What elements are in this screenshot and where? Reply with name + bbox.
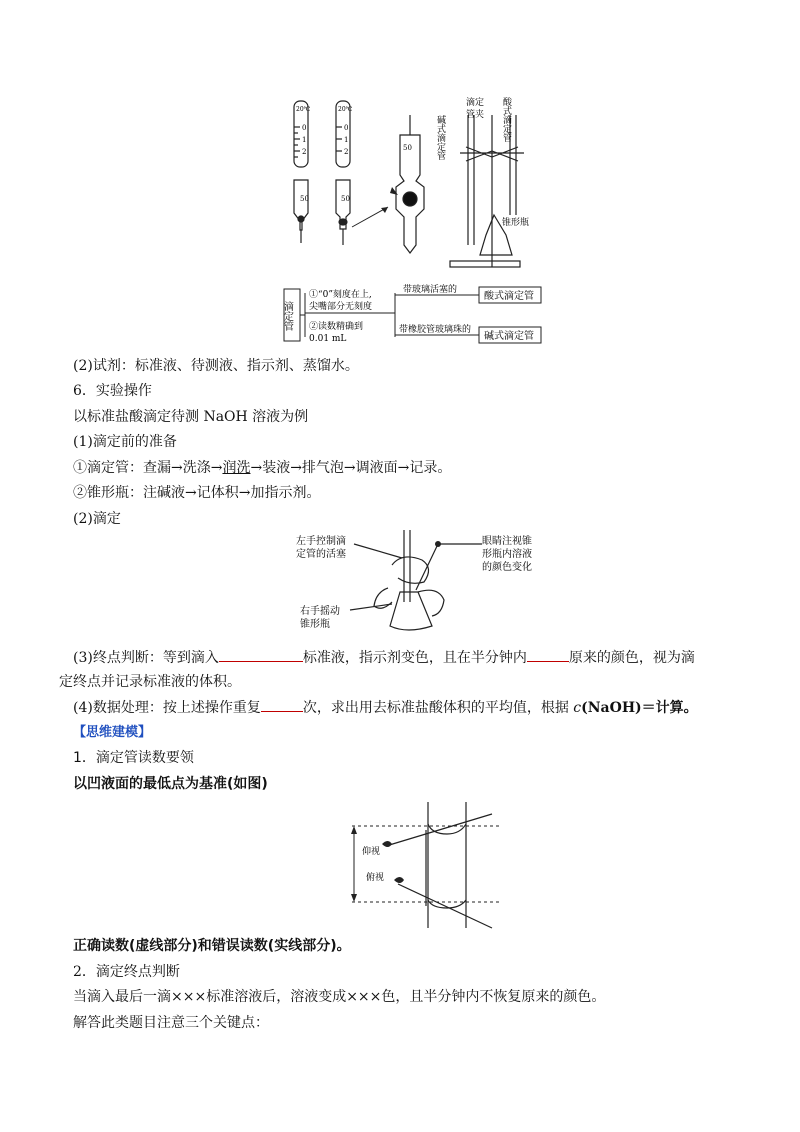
data-c-symbol: c [573, 700, 582, 716]
example-line: 以标准盐酸滴定待测 NaOH 溶液为例 [73, 409, 309, 425]
endpoint-blank-2 [527, 647, 569, 662]
endpoint-c: 原来的颜色，视为滴 [568, 650, 695, 666]
burette-bottom-view-1 [294, 180, 308, 243]
endpoint-a: (3)终点判断：等到滴入 [73, 650, 219, 666]
reading-conclusion: 正确读数(虚线部分)和错误读数(实线部分)。 [73, 938, 351, 954]
titration-left-top-1: 左手控制滴 [296, 536, 346, 547]
data-blank [261, 697, 303, 712]
burette-bottom-view-2 [336, 180, 350, 245]
burette-tick-0-b: 0 [344, 124, 349, 132]
burette-stand [450, 115, 524, 267]
reading-yangshi: 仰视 [362, 847, 381, 857]
chart-result1: 酸式滴定管 [484, 291, 534, 302]
burette-tick-0: 0 [302, 124, 307, 132]
titration-right-3: 的颜色变化 [482, 562, 532, 573]
burette-tick-1-b: 1 [344, 136, 349, 144]
chart-branch1: 带玻璃活塞的 [403, 285, 458, 295]
titration-right-2: 形瓶内溶液 [482, 549, 532, 560]
reading-figure [342, 800, 512, 930]
burette-zoom-50: 50 [403, 144, 412, 152]
burette-steps-runxi: 润洗 [222, 460, 251, 476]
titration-left-bottom-1: 右手摇动 [300, 606, 340, 617]
chart-result2: 碱式滴定管 [484, 331, 534, 342]
label-guanjia: 管夹 [466, 110, 485, 120]
reagents-line: (2)试剂：标准液、待测液、指示剂、蒸馏水。 [73, 358, 359, 374]
label-zhuixingping: 锥形瓶 [502, 218, 530, 228]
burette-tick-2-b: 2 [344, 148, 349, 156]
reading-fushi: 俯视 [366, 873, 385, 883]
flask-steps-line: ②锥形瓶：注碱液→记体积→加指示剂。 [73, 485, 321, 501]
data-b: 次，求出用去标准盐酸体积的平均值，根据 [302, 700, 574, 716]
endpoint-judge-rule: 当滴入最后一滴×××标准溶液后，溶液变成×××色，且半分钟内不恢复原来的颜色。 [73, 989, 606, 1005]
label-jianshi-dingdingguan: 碱式滴定管 [435, 115, 445, 160]
endpoint-blank-1 [219, 647, 303, 662]
chart-branch2: 带橡胶管玻璃珠的 [399, 325, 472, 335]
burette-zoom [396, 115, 424, 253]
chart-item1-line1: ①“0”刻度在上, [309, 290, 372, 300]
data-a: (4)数据处理：按上述操作重复 [73, 700, 261, 716]
chart-left-label: 滴定管 [281, 301, 293, 331]
titration-right-1: 眼睛注视锥 [482, 536, 532, 547]
burette-figure [280, 95, 550, 275]
endpoint-b: 标准液，指示剂变色，且在半分钟内 [302, 650, 527, 666]
chart-item1-line2: 尖嘴部分无刻度 [309, 302, 373, 312]
titration-left-top-2: 定管的活塞 [296, 549, 346, 560]
endpoint-judge-heading: 2．滴定终点判断 [73, 964, 180, 980]
burette-steps-line [73, 458, 451, 478]
label-dingguan: 滴定 [466, 98, 485, 108]
burette-tick-50-mid: 50 [341, 195, 350, 203]
reading-heading: 1．滴定管读数要领 [73, 750, 194, 766]
chart-item2-line2: 0.01 mL [309, 334, 347, 344]
burette-steps-a: ①滴定管：查漏→洗涤→ [73, 460, 223, 476]
burette-tick-2: 2 [302, 148, 307, 156]
burette-temp-label-1: 20℃ [296, 106, 311, 113]
endpoint-line-1 [73, 647, 695, 668]
titration-heading: (2)滴定 [73, 511, 121, 527]
data-processing-line [73, 697, 698, 718]
burette-temp-label-2: 20℃ [338, 106, 353, 113]
key-points-intro: 解答此类题目注意三个关键点： [73, 1015, 269, 1031]
data-d: (NaOH)＝计算。 [581, 700, 698, 716]
burette-tick-1: 1 [302, 136, 307, 144]
titration-left-bottom-2: 锥形瓶 [300, 619, 330, 630]
preparation-heading: (1)滴定前的准备 [73, 434, 177, 450]
label-suanshi-dingdingguan: 酸式滴定管 [501, 97, 511, 142]
endpoint-line-2: 定终点并记录标准液的体积。 [59, 674, 241, 690]
chart-item2-line1: ②读数精确到 [309, 322, 364, 332]
burette-concept-chart [283, 283, 553, 348]
titration-figure [292, 530, 542, 640]
section-6-heading: 6．实验操作 [73, 383, 152, 399]
reading-rule: 以凹液面的最低点为基准(如图) [73, 776, 268, 792]
burette-tick-50-left: 50 [300, 195, 309, 203]
burette-steps-c: →装液→排气泡→调液面→记录。 [250, 460, 452, 476]
thinking-model-tag: 【思维建模】 [73, 725, 152, 740]
